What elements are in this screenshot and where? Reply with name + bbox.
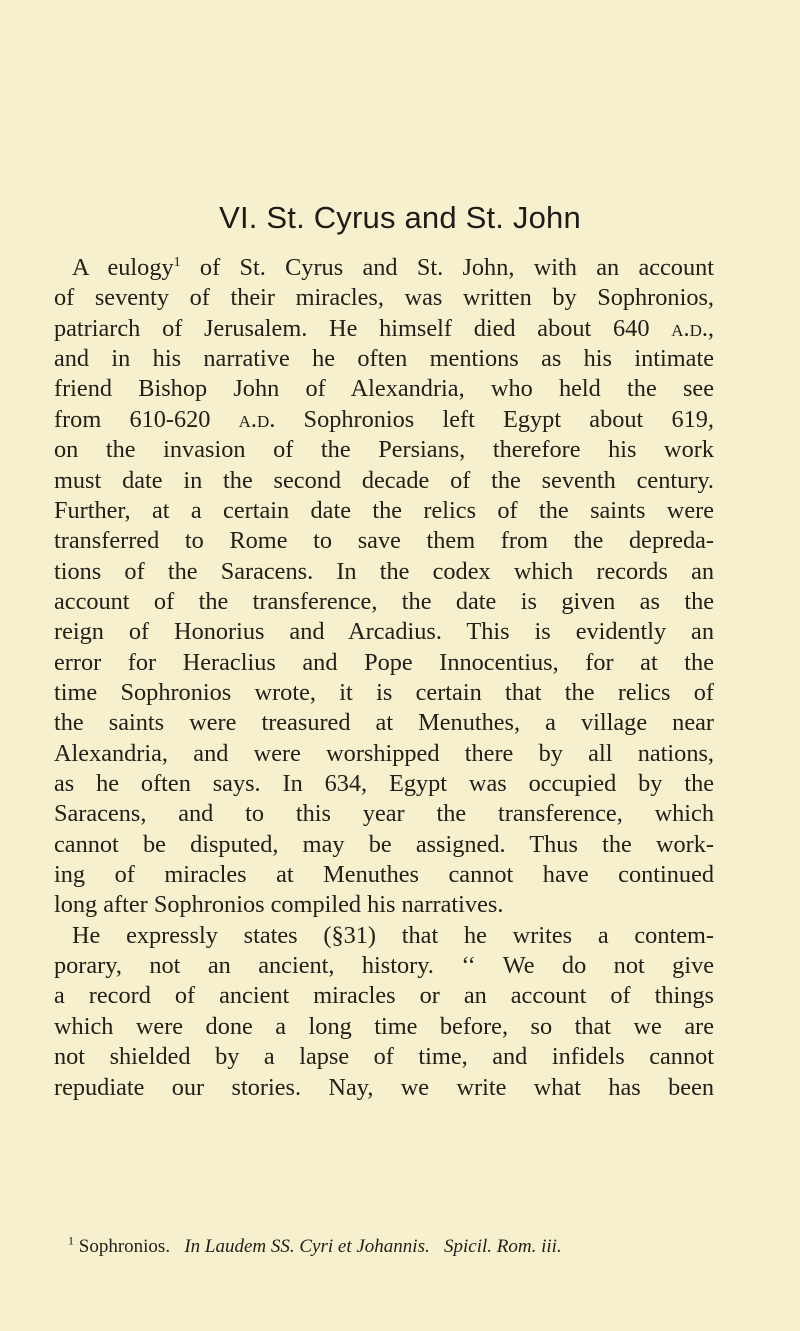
text-line: must date in the second decade of the seventh century.	[54, 466, 714, 494]
text-line: Saracens, and to this year the transference, which	[54, 800, 714, 828]
footnote-title: In Laudem SS. Cyri et Johannis.	[184, 1236, 430, 1257]
footnote-reference: 1	[173, 254, 181, 270]
chapter-heading: VI. St. Cyrus and St. John	[219, 200, 581, 235]
text-segment: ,	[707, 314, 714, 342]
text-line: ing of miracles at Menuthes cannot have continued	[54, 861, 714, 888]
era-abbreviation: a.d.	[671, 314, 708, 342]
text-segment: from 610-620	[54, 405, 239, 433]
text-line: tions of the Saracens. In the codex which records an	[54, 557, 714, 585]
text-line: account of the transference, the date is given as the	[54, 587, 714, 615]
text-line: not shielded by a lapse of time, and infidels cannot	[54, 1043, 714, 1071]
text-line: reign of Honorius and Arcadius. This is evidently an	[54, 618, 714, 646]
text-line	[72, 253, 714, 283]
footnote-source: Spicil. Rom. iii.	[443, 1236, 562, 1257]
text-line: and in his narrative he often mentions as his intimate	[54, 345, 714, 373]
text-line: of seventy of their miracles, was written by Sophronios,	[54, 284, 714, 312]
text-line: error for Heraclius and Pope Innocentius, for at the	[54, 648, 714, 676]
footnote	[68, 1235, 718, 1259]
text-line: Alexandria, and were worshipped there by all nations,	[54, 739, 714, 767]
text-line: transferred to Rome to save them from the depreda-	[54, 527, 714, 555]
text-segment: patriarch of Jerusalem. He himself died about 640	[54, 314, 672, 342]
era-abbreviation: a.d.	[238, 405, 276, 433]
footnote-marker: 1	[68, 1233, 74, 1248]
text-line	[54, 314, 714, 344]
text-line: time Sophronios wrote, it is certain that the relics of	[54, 678, 714, 706]
text-line: friend Bishop John of Alexandria, who held the see	[54, 375, 714, 403]
text-line: cannot be disputed, may be assigned. Thus the work-	[54, 830, 714, 858]
text-line: Further, at a certain date the relics of the saints were	[54, 496, 714, 524]
text-segment: of St. Cyrus and St. John, with an account	[180, 254, 714, 281]
text-line	[54, 405, 714, 435]
text-line: long after Sophronios compiled his narratives.	[54, 891, 504, 919]
text-segment: Sophronios left Egypt about 619,	[275, 405, 714, 433]
text-line: which were done a long time before, so that we are	[54, 1012, 714, 1040]
text-line: repudiate our stories. Nay, we write what has been	[54, 1073, 714, 1101]
text-segment: A eulogy	[72, 254, 174, 281]
footnote-author: Sophronios.	[78, 1236, 171, 1257]
text-line: a record of ancient miracles or an account of things	[54, 982, 714, 1010]
text-line: as he often says. In 634, Egypt was occupied by the	[54, 770, 714, 797]
text-line: on the invasion of the Persians, therefore his work	[54, 436, 714, 464]
text-line: porary, not an ancient, history. ‘‘ We do not give	[54, 952, 714, 980]
text-line: He expressly states (§31) that he writes a contem-	[72, 921, 714, 949]
text-line: the saints were treasured at Menuthes, a village near	[54, 709, 714, 737]
